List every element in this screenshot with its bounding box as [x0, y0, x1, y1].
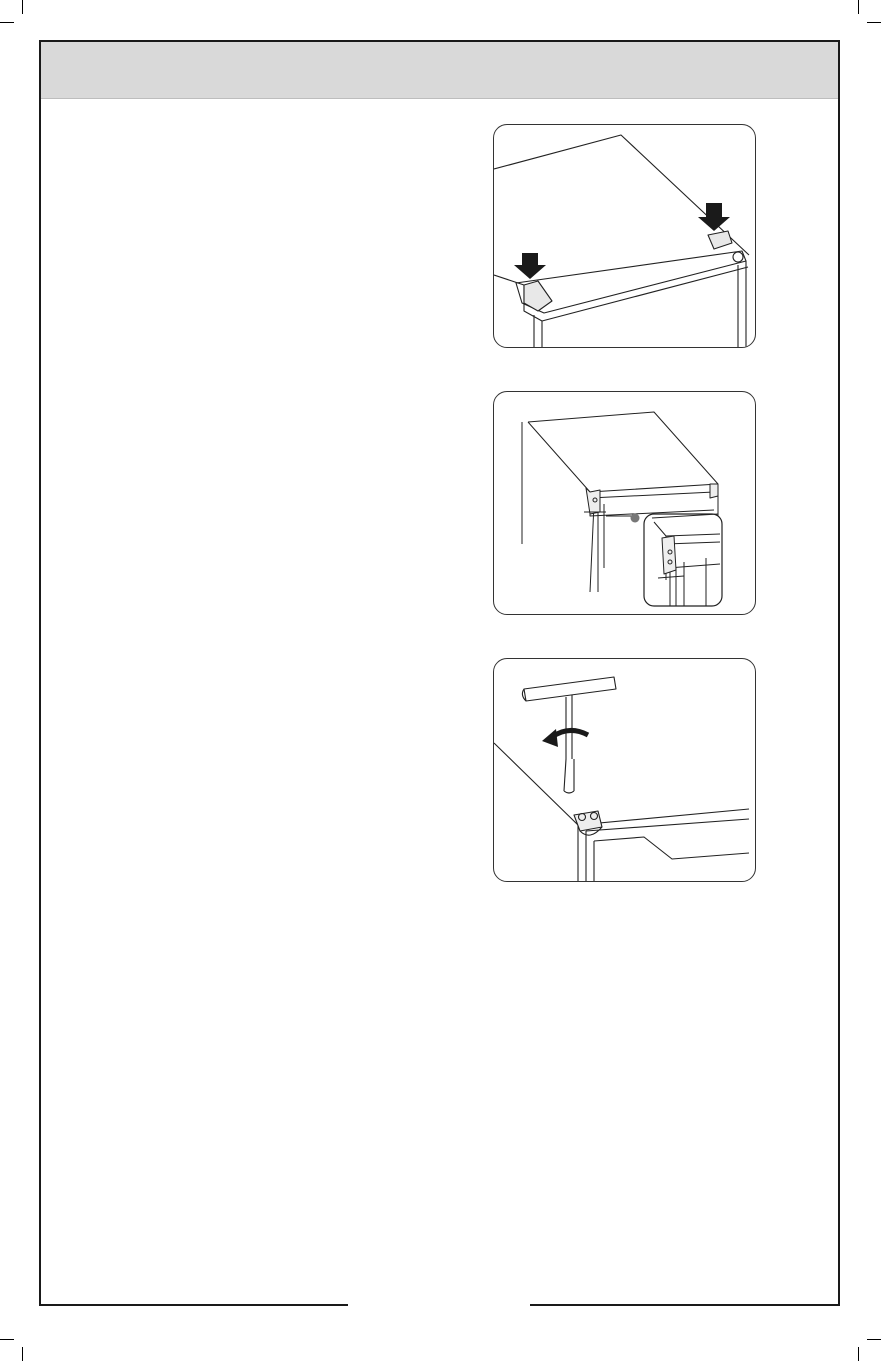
hinge-detail-illustration — [494, 392, 755, 614]
crop-mark — [867, 1339, 881, 1340]
crop-mark — [858, 0, 859, 14]
page-frame — [39, 40, 840, 1304]
crop-mark — [867, 22, 881, 23]
hinge-cover-arrows-illustration — [494, 125, 755, 347]
crop-mark — [0, 22, 14, 23]
figure-screwdriver — [493, 658, 756, 882]
header-band — [41, 42, 838, 99]
footer-rule-left — [39, 1304, 348, 1306]
footer-rule-right — [530, 1304, 840, 1306]
rotate-arrow-icon — [552, 730, 588, 737]
crop-mark — [22, 1347, 23, 1361]
crop-mark — [22, 0, 23, 14]
callout-dot — [631, 514, 640, 523]
crop-mark — [0, 1339, 14, 1340]
arrow-down-icon — [514, 253, 546, 279]
figure-hinge-covers — [493, 124, 756, 348]
figure-hinge-detail — [493, 391, 756, 615]
crop-mark — [858, 1347, 859, 1361]
screwdriver-rotate-illustration — [494, 659, 755, 881]
arrow-down-icon — [698, 203, 730, 231]
